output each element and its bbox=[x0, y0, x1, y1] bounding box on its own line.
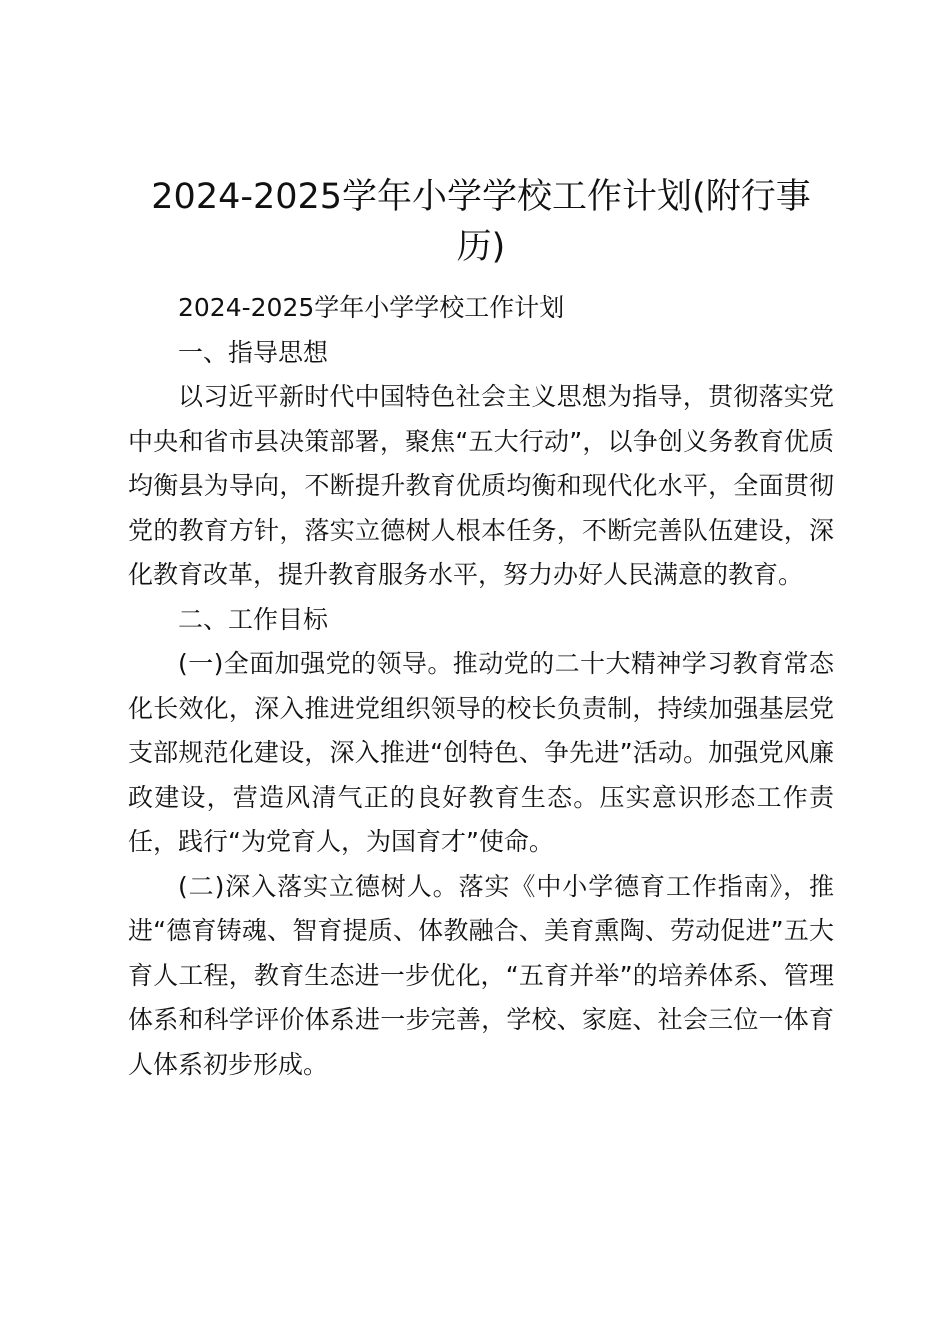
section-heading-work-goals: 二、工作目标 bbox=[178, 604, 329, 634]
section-heading-guiding-ideology: 一、指导思想 bbox=[178, 337, 329, 367]
document-body bbox=[128, 172, 834, 1087]
paragraph-moral-education: (二)深入落实立德树人。落实《中小学德育工作指南》，推进“德育铸魂、智育提质、体教融合、美育熏陶、劳动促进”五大育人工程，教育生态进一步优化，“五育并举”的培养体系、管理体系和科学评价体系进一步完善，学校、家庭、社会三位一体育人体系初步形成。 bbox=[128, 871, 834, 1079]
document-subtitle: 2024-2025学年小学学校工作计划 bbox=[178, 293, 565, 322]
document-title: 2024-2025学年小学学校工作计划(附行事历) bbox=[151, 177, 811, 267]
paragraph-party-leadership: (一)全面加强党的领导。推动党的二十大精神学习教育常态化长效化，深入推进党组织领导的校长负责制，持续加强基层党支部规范化建设，深入推进“创特色、争先进”活动。加强党风廉政建设，营造风清气正的良好教育生态。压实意识形态工作责任，践行“为党育人，为国育才”使命。 bbox=[128, 649, 834, 856]
paragraph-guiding-ideology: 以习近平新时代中国特色社会主义思想为指导，贯彻落实党中央和省市县决策部署，聚焦“五大行动”，以争创义务教育优质均衡县为导向，不断提升教育优质均衡和现代化水平，全面贯彻党的教育方针，落实立德树人根本任务，不断完善队伍建设，深化教育改革，提升教育服务水平，努力办好人民满意的教育。 bbox=[128, 382, 834, 589]
